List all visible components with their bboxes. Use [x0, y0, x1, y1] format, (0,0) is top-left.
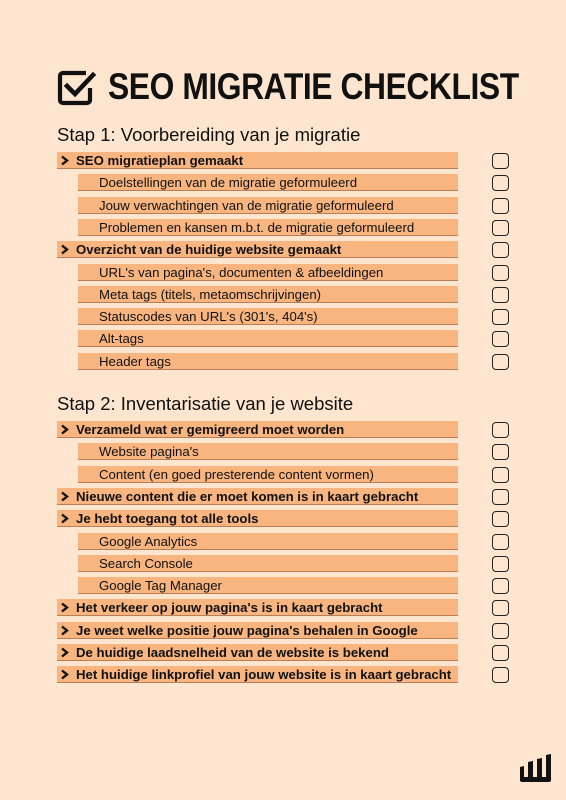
checklist-item-row [78, 174, 458, 191]
page-title: SEO MIGRATIE CHECKLIST [108, 66, 519, 107]
chevron-right-icon [60, 602, 70, 613]
checkbox[interactable] [492, 153, 509, 169]
checklist-item-label: Verzameld wat er gemigreerd moet worden [76, 422, 345, 437]
checklist-item-label: Je hebt toegang tot alle tools [76, 511, 259, 527]
checkbox[interactable] [492, 422, 509, 438]
checkbox[interactable] [492, 534, 509, 550]
checkbox[interactable] [492, 667, 509, 683]
checkbox[interactable] [492, 444, 509, 460]
checklist-item-label: Google Analytics [99, 533, 198, 549]
checkbox[interactable] [492, 265, 509, 281]
checked-checkbox-icon [56, 67, 96, 107]
brand-logo-icon [518, 753, 552, 783]
checkbox[interactable] [492, 645, 509, 661]
checklist-item-row [78, 197, 458, 214]
checklist-item-label: Website pagina's [99, 444, 199, 460]
checklist-group-row [57, 510, 458, 527]
checkbox[interactable] [492, 331, 509, 347]
checklist-group-row [57, 666, 458, 683]
checklist-item-label: Jouw verwachtingen van de migratie geformuleerd [99, 197, 394, 213]
chevron-right-icon [60, 669, 70, 680]
title-row [56, 66, 566, 108]
checklist-item-row [78, 555, 458, 572]
checkbox[interactable] [492, 600, 509, 616]
checklist-item-label: Doelstellingen van de migratie geformuleerd [99, 175, 358, 191]
checkbox[interactable] [492, 578, 509, 594]
section-heading: Stap 1: Voorbereiding van je migratie [57, 124, 361, 145]
checkbox[interactable] [492, 287, 509, 303]
chevron-right-icon [60, 647, 70, 658]
checklist-item-label: Je weet welke positie jouw pagina's behalen in Google [76, 622, 418, 638]
checkbox[interactable] [492, 220, 509, 236]
checklist-group-row [57, 599, 458, 616]
checklist-group-row [57, 622, 458, 639]
checkbox[interactable] [492, 489, 509, 505]
checklist-item-label: Meta tags (titels, metaomschrijvingen) [99, 286, 322, 302]
checklist-item-row [78, 308, 458, 325]
checklist-item-label: URL's van pagina's, documenten & afbeeldingen [99, 264, 384, 280]
checklist-item-row [78, 577, 458, 594]
checkbox[interactable] [492, 309, 509, 325]
checklist-group-row [57, 241, 458, 258]
checklist-group-row [57, 488, 458, 505]
checkbox[interactable] [492, 242, 509, 258]
chevron-right-icon [60, 625, 70, 636]
checkbox[interactable] [492, 467, 509, 483]
checklist-item-label: Content (en goed presterende content vormen) [99, 466, 374, 482]
checklist-item-row [78, 219, 458, 236]
chevron-right-icon [60, 424, 70, 435]
chevron-right-icon [60, 244, 70, 255]
chevron-right-icon [60, 513, 70, 524]
checklist-item-row [78, 330, 458, 347]
checklist-item-label: Statuscodes van URL's (301's, 404's) [99, 309, 318, 325]
chevron-right-icon [60, 155, 70, 166]
checklist-item-label: Header tags [99, 353, 171, 369]
checkbox[interactable] [492, 623, 509, 639]
checklist-item-row [78, 466, 458, 483]
chevron-right-icon [60, 491, 70, 502]
checkbox[interactable] [492, 354, 509, 370]
checkbox[interactable] [492, 175, 509, 191]
checkbox[interactable] [492, 198, 509, 214]
checklist-group-row [57, 152, 458, 169]
checklist-item-label: Search Console [99, 555, 193, 571]
section-heading: Stap 2: Inventarisatie van je website [57, 393, 354, 414]
checklist-item-label: Problemen en kansen m.b.t. de migratie geformuleerd [99, 219, 415, 235]
checklist-item-row [78, 353, 458, 370]
checklist-item-label: Het verkeer op jouw pagina's is in kaart gebracht [76, 600, 383, 616]
checklist-item-row [78, 264, 458, 281]
checklist-item-label: Alt-tags [99, 331, 144, 347]
checklist-item-label: SEO migratieplan gemaakt [76, 153, 244, 168]
checklist-group-row [57, 421, 458, 438]
checkbox[interactable] [492, 511, 509, 527]
checkbox[interactable] [492, 556, 509, 572]
checklist-group-row [57, 644, 458, 661]
checklist-item-row [78, 533, 458, 550]
checklist-item-label: Google Tag Manager [99, 578, 222, 594]
checklist-item-label: Nieuwe content die er moet komen is in kaart gebracht [76, 488, 419, 504]
checklist-item-label: De huidige laadsnelheid van de website is bekend [76, 645, 389, 660]
checklist-item-label: Het huidige linkprofiel van jouw website is in kaart gebracht [76, 667, 452, 683]
checklist-item-label: Overzicht van de huidige website gemaakt [76, 242, 342, 258]
checklist-item-row [78, 286, 458, 303]
checklist-item-row [78, 443, 458, 460]
